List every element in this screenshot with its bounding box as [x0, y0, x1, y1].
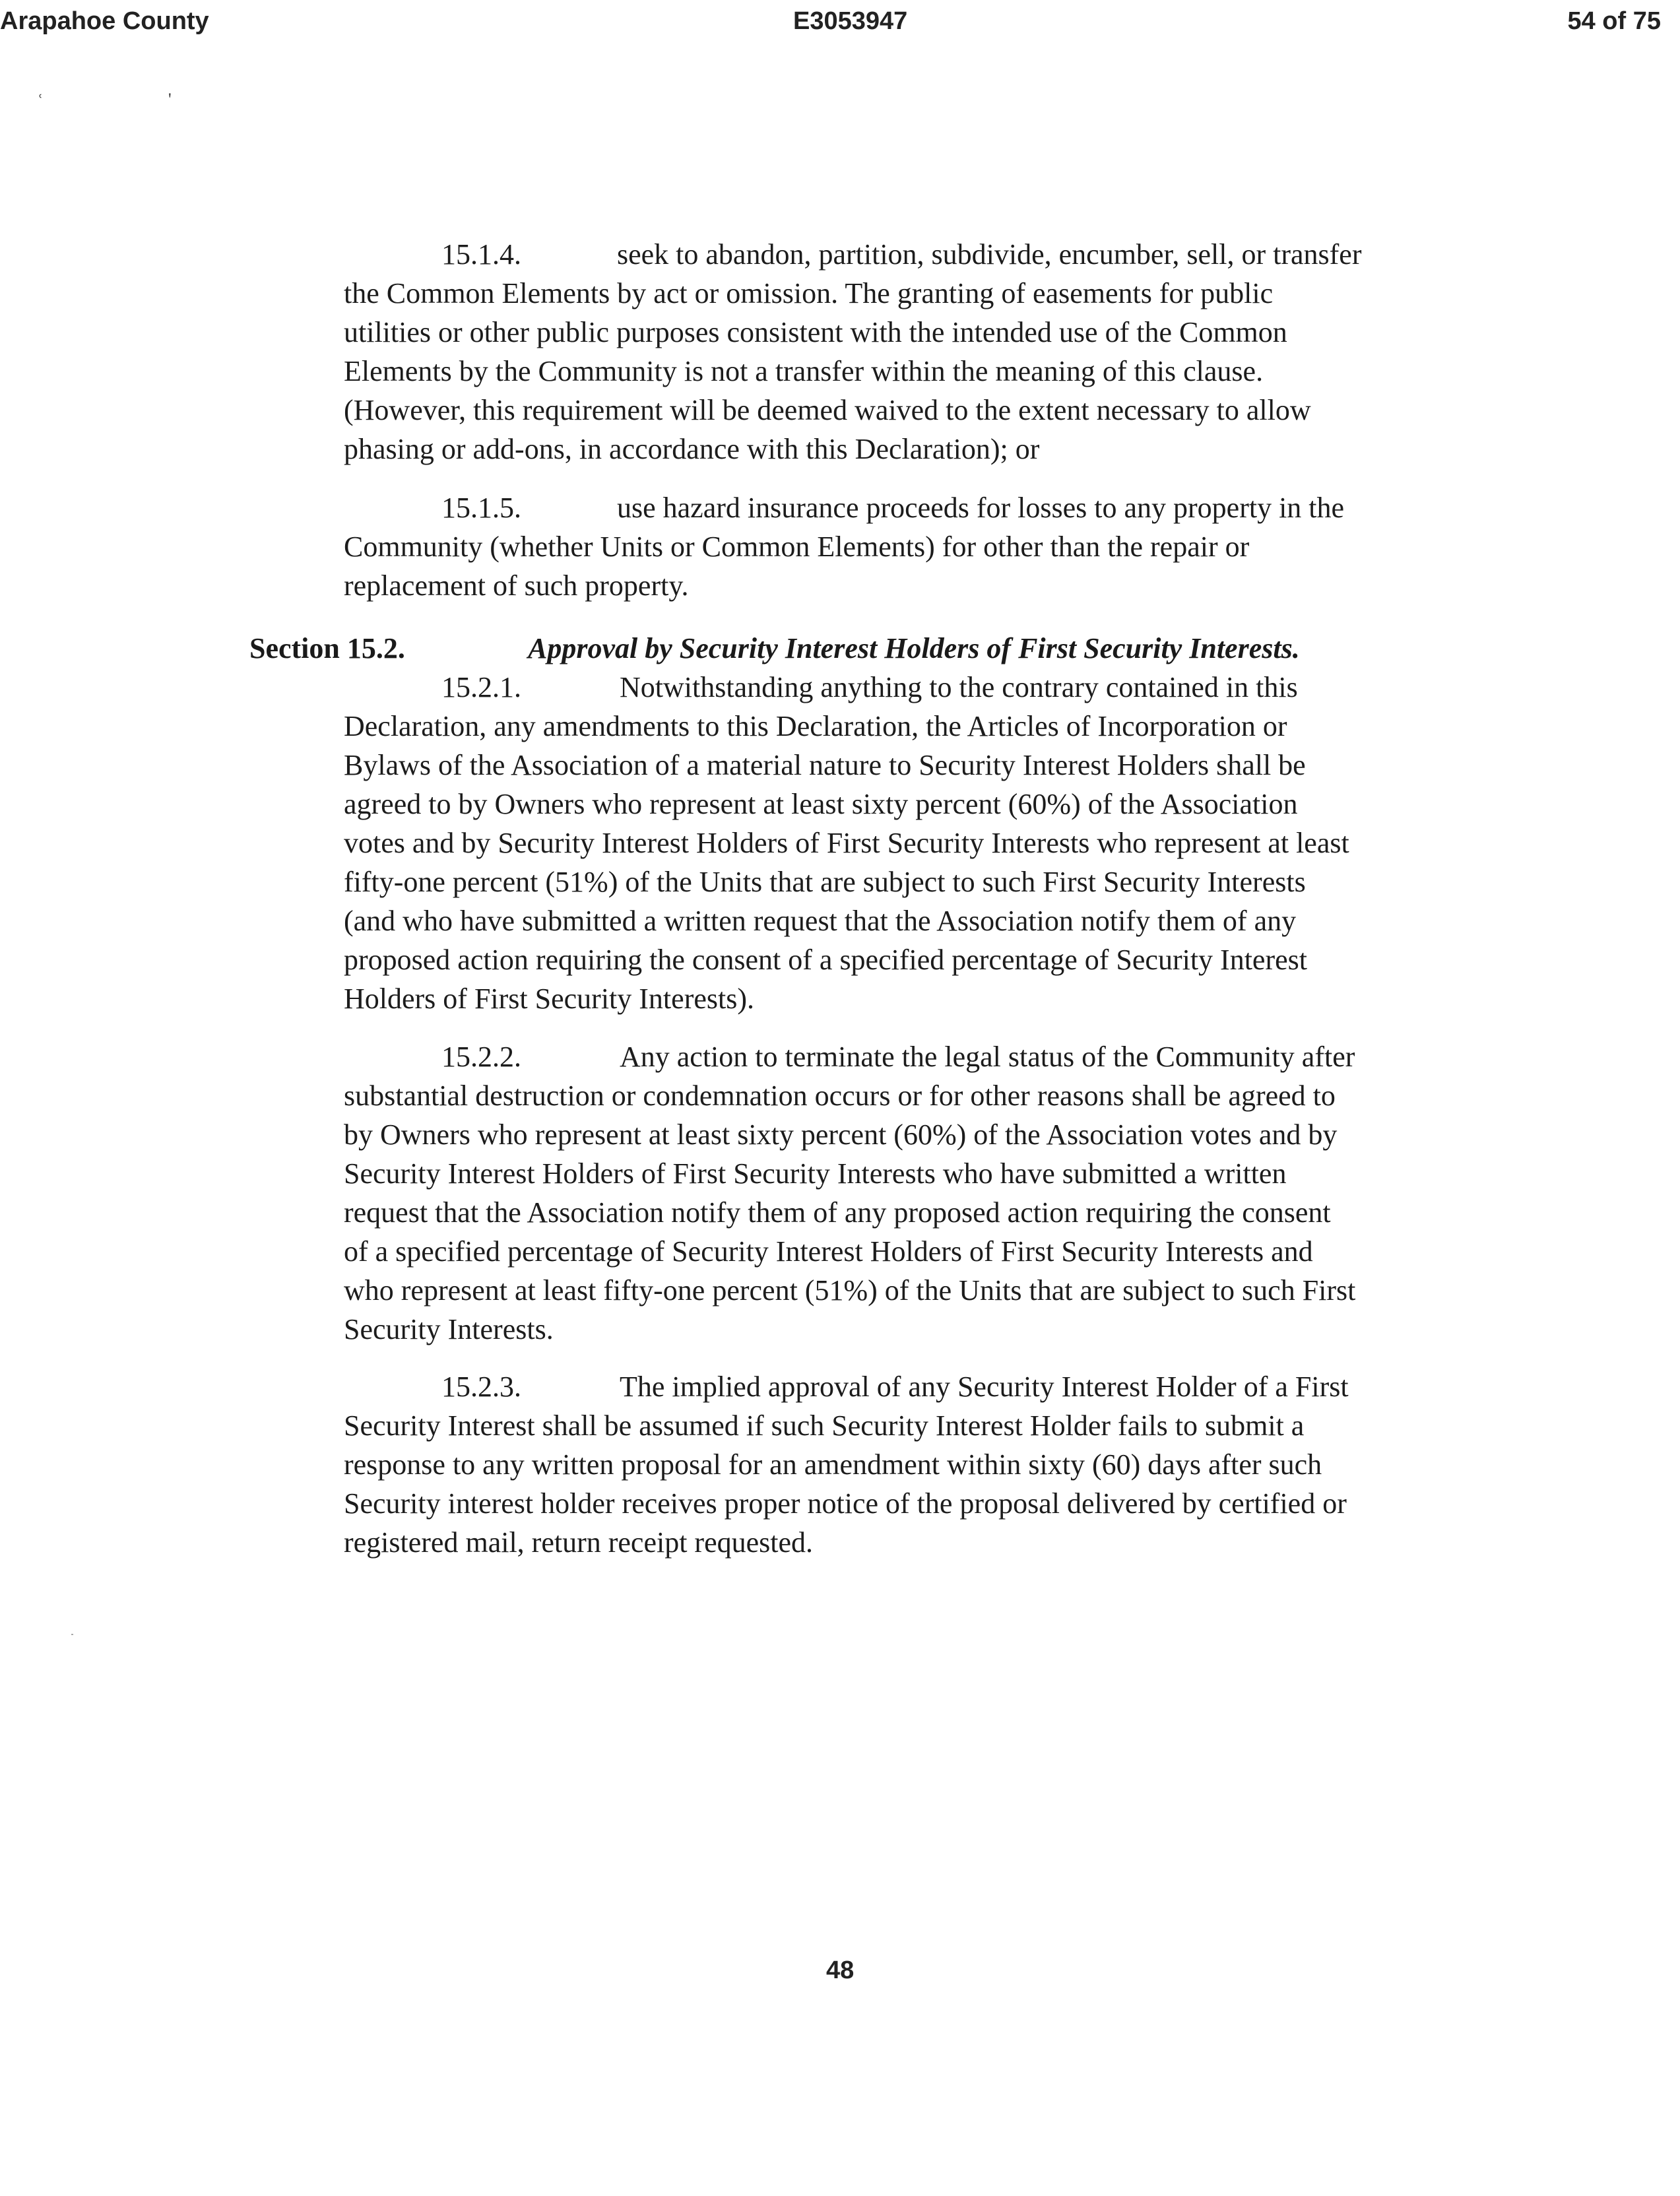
clause-line: Security Interests. — [344, 1313, 554, 1345]
clause-line: response to any written proposal for an amendment within sixty (60) days after such — [344, 1448, 1322, 1481]
clause-line: the Common Elements by act or omission. The granting of easements for public — [344, 277, 1274, 309]
clause-line: replacement of such property. — [344, 569, 689, 602]
clause-15-1-4 — [344, 235, 1439, 468]
clause-first-line: Notwithstanding anything to the contrary contained in this — [620, 671, 1298, 703]
clause-number: 15.1.4. — [441, 238, 521, 271]
reception-number: E3053947 — [793, 7, 908, 35]
clause-line: utilities or other public purposes consistent with the intended use of the Common — [344, 316, 1287, 348]
clause-line: Declaration, any amendments to this Declaration, the Articles of Incorporation or — [344, 710, 1287, 742]
clause-line: Holders of First Security Interests). — [344, 983, 754, 1015]
page-number: 48 — [826, 1956, 855, 1984]
clause-line: Security Interest Holders of First Security Interests who have submitted a written — [344, 1157, 1287, 1190]
clause-line: phasing or add-ons, in accordance with this Declaration); or — [344, 433, 1040, 465]
scan-mark: ' — [168, 90, 172, 109]
clause-line: agreed to by Owners who represent at least sixty percent (60%) of the Association — [344, 788, 1298, 820]
page-count: 54 of 75 — [1567, 7, 1661, 35]
clause-line: Bylaws of the Association of a material nature to Security Interest Holders shall be — [344, 749, 1306, 781]
clause-line: who represent at least fifty-one percent (51%) of the Units that are subject to such First — [344, 1274, 1356, 1307]
clause-line: (However, this requirement will be deemed waived to the extent necessary to allow — [344, 394, 1311, 426]
clause-line: by Owners who represent at least sixty percent (60%) of the Association votes and by — [344, 1118, 1338, 1151]
clause-first-line: use hazard insurance proceeds for losses to any property in the — [617, 492, 1345, 524]
clause-15-2-3 — [344, 1367, 1439, 1562]
clause-number: 15.1.5. — [441, 492, 521, 524]
clause-line: (and who have submitted a written request that the Association notify them of any — [344, 905, 1297, 937]
clause-first-line: Any action to terminate the legal status of the Community after — [620, 1041, 1355, 1073]
clause-number: 15.2.3. — [441, 1371, 521, 1403]
clause-line: request that the Association notify them of any proposed action requiring the consent — [344, 1196, 1331, 1229]
section-number: Section 15.2. — [249, 632, 405, 664]
clause-15-1-5 — [344, 488, 1439, 605]
clause-first-line: The implied approval of any Security Interest Holder of a First — [620, 1371, 1349, 1403]
clause-line: votes and by Security Interest Holders of First Security Interests who represent at least — [344, 827, 1349, 859]
clause-number: 15.2.2. — [441, 1041, 521, 1073]
clause-line: Elements by the Community is not a transfer within the meaning of this clause. — [344, 355, 1264, 387]
clause-line: of a specified percentage of Security Interest Holders of First Security Interests and — [344, 1235, 1313, 1268]
section-title: Approval by Security Interest Holders of First Security Interests. — [528, 632, 1300, 664]
clause-line: Community (whether Units or Common Elements) for other than the repair or — [344, 531, 1250, 563]
clause-number: 15.2.1. — [441, 671, 521, 703]
clause-first-line: seek to abandon, partition, subdivide, encumber, sell, or transfer — [617, 238, 1362, 271]
clause-15-2-2 — [344, 1037, 1439, 1349]
clause-line: proposed action requiring the consent of a specified percentage of Security Interest — [344, 944, 1307, 976]
clause-line: Security interest holder receives proper notice of the proposal delivered by certified or — [344, 1487, 1347, 1520]
clause-line: fifty-one percent (51%) of the Units that are subject to such First Security Interests — [344, 866, 1306, 898]
clause-15-2-1 — [344, 668, 1439, 1018]
county-name: Arapahoe County — [0, 7, 209, 35]
scan-speck — [71, 1634, 73, 1635]
scan-mark: ʿ — [37, 91, 44, 113]
clause-line: substantial destruction or condemnation occurs or for other reasons shall be agreed to — [344, 1080, 1336, 1112]
clause-line: Security Interest shall be assumed if such Security Interest Holder fails to submit a — [344, 1409, 1305, 1442]
clause-line: registered mail, return receipt requested. — [344, 1526, 814, 1559]
